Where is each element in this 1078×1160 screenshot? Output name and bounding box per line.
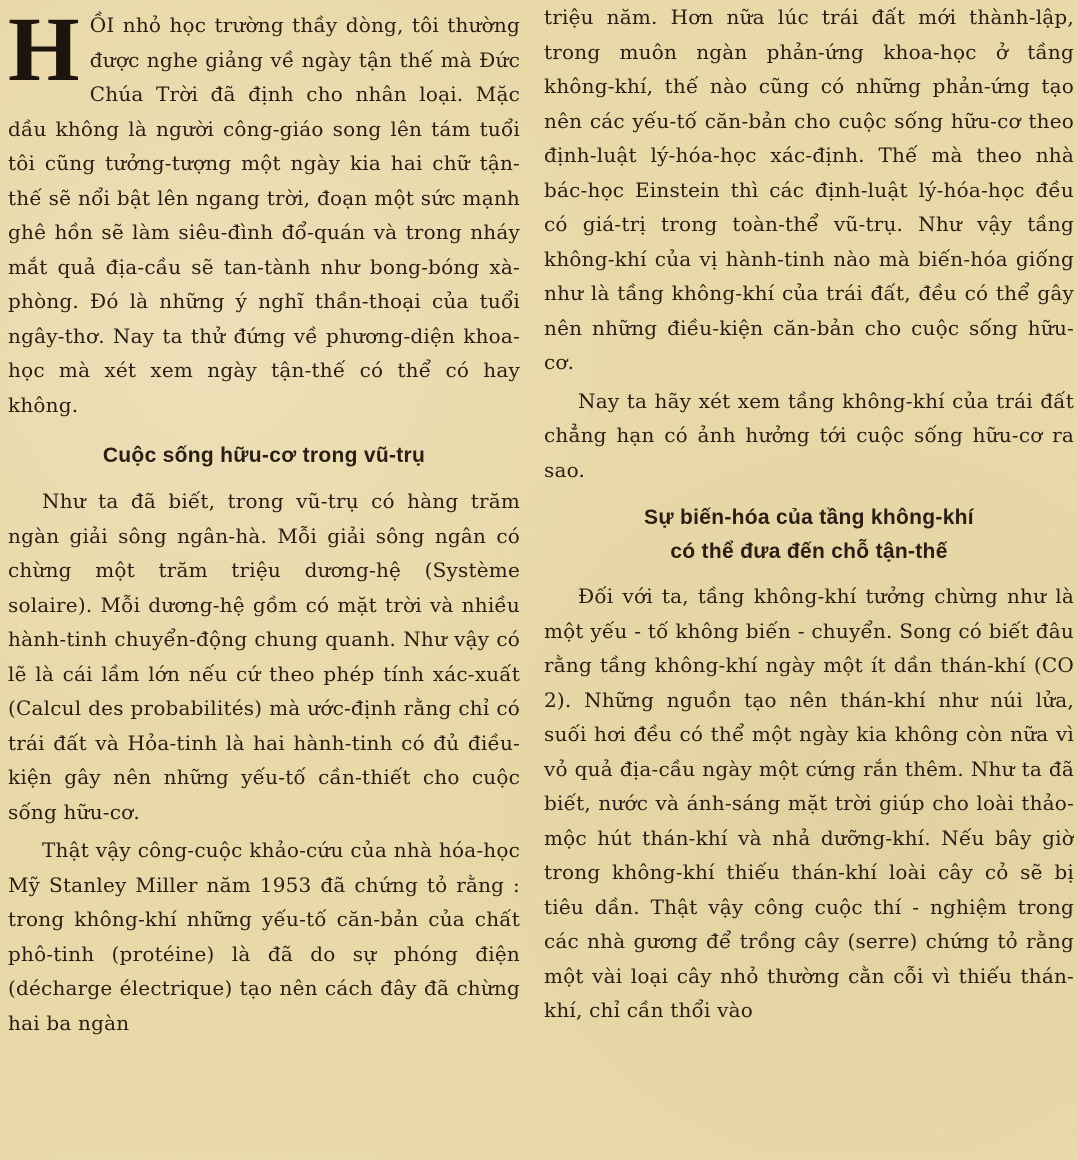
intro-paragraph: [8, 0, 520, 422]
drop-cap: H: [8, 0, 80, 100]
section-title-atmosphere-change: [544, 501, 1074, 569]
left-paragraph-1: Như ta đã biết, trong vũ-trụ có hàng trăm ngàn giải sông ngân-hà. Mỗi giải sông ngân có chừng một trăm triệu dương-hệ (Système solaire). Mỗi dương-hệ gồm có mặt trời và nhiều hành-tinh chuyển-động chung quanh. Như vậy có lẽ là cái lầm lớn nếu cứ theo phép tính xác-xuất (Calcul des probabilités) mà ước-định rằng chỉ có trái đất và Hỏa-tinh là hai hành-tinh có đủ điều-kiện gây nên những yếu-tố cần-thiết cho cuộc sống hữu-cơ.: [8, 489, 520, 824]
right-paragraph-3: Đối với ta, tầng không-khí tưởng chừng như là một yếu - tố không biến - chuyển. Song có biết đâu rằng tầng không-khí ngày một ít dần thán-khí (CO 2). Những nguồn tạo nên thán-khí như núi lửa, suối hơi đều có thể một ngày kia không còn nữa vì vỏ quả địa-cầu ngày một cứng rắn thêm. Như ta đã biết, nước và ánh-sáng mặt trời giúp cho loài thảo-mộc hút thán-khí và nhả dưỡng-khí. Nếu bây giờ trong không-khí thiếu thán-khí loài cây cỏ sẽ bị tiêu dần. Thật vậy công cuộc thí - nghiệm trong các nhà gương để trồng cây (serre) chứng tỏ rằng một vài loại cây nhỏ thường cằn cỗi vì thiếu thán-khí, chỉ cần thổi vào: [544, 584, 1074, 1022]
left-column: [8, 0, 520, 1160]
section-title-line-1: Sự biến-hóa của tầng không-khí: [644, 506, 974, 529]
intro-text: ỒI nhỏ học trường thầy dòng, tôi thường được nghe giảng về ngày tận thế mà Đức Chúa Trời đã định cho nhân loại. Mặc dầu không là người công-giáo song lên tám tuổi tôi cũng tưởng-tượng một ngày kia hai chữ tận-thế sẽ nổi bật lên ngang trời, đoạn một sức mạnh ghê hồn sẽ làm siêu-đình đổ-quán và trong nháy mắt quả địa-cầu sẽ tan-tành như bong-bóng xà-phòng. Đó là những ý nghĩ thần-thoại của tuổi ngây-thơ. Nay ta thử đứng về phương-diện khoa-học mà xét xem ngày tận-thế có thể có hay không.: [8, 13, 520, 417]
right-paragraph-2: Nay ta hãy xét xem tầng không-khí của trái đất chẳng hạn có ảnh hưởng tới cuộc sống hữu-cơ ra sao.: [544, 388, 1074, 482]
section-title-line-2: có thể đưa đến chỗ tận-thế: [670, 540, 948, 563]
right-paragraph-1: triệu năm. Hơn nữa lúc trái đất mới thành-lập, trong muôn ngàn phản-ứng khoa-học ở tầng không-khí, thế nào cũng có những phản-ứng tạo nên các yếu-tố căn-bản cho cuộc sống hữu-cơ theo định-luật lý-hóa-học xác-định. Thế mà theo nhà bác-học Einstein thì các định-luật lý-hóa-học đều có giá-trị trong toàn-thể vũ-trụ. Như vậy tầng không-khí của vị hành-tinh nào mà biến-hóa giống như là tầng không-khí của trái đất, đều có thể gây nên những điều-kiện căn-bản cho cuộc sống hữu-cơ.: [544, 5, 1074, 374]
section-title-organic-life: Cuộc sống hữu-cơ trong vũ-trụ: [102, 444, 426, 467]
left-paragraph-2: Thật vậy công-cuộc khảo-cứu của nhà hóa-học Mỹ Stanley Miller năm 1953 đã chứng tỏ rằng : trong không-khí những yếu-tố căn-bản của chất phô-tinh (protéine) là đã do sự phóng điện (décharge électrique) tạo nên cách đây đã chừng hai ba ngàn: [8, 838, 520, 1035]
right-column: [544, 0, 1074, 1152]
